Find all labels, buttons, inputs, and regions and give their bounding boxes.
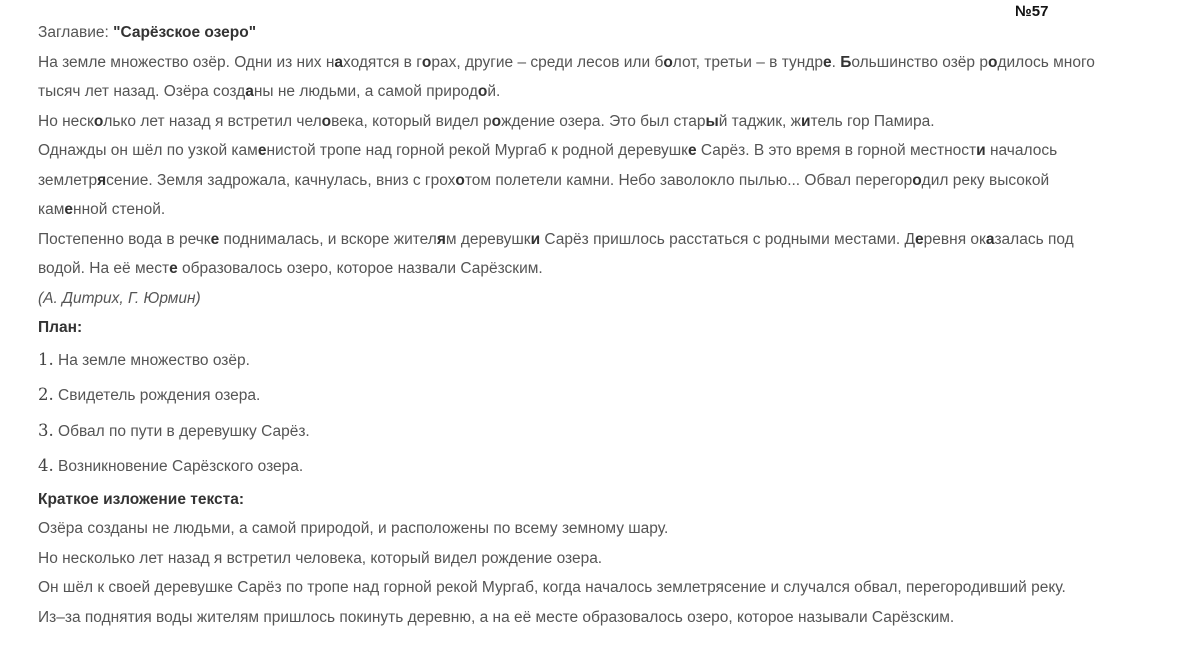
summary-text	[38, 514, 1168, 632]
text-segment: ревня ок	[923, 230, 986, 248]
plan-item-text: На земле множество озёр.	[53, 351, 250, 369]
story-text-line	[38, 225, 1168, 255]
plan-item-text: Возникновение Сарёзского озера.	[53, 458, 304, 475]
summary-line: Озёра созданы не людьми, а самой природой, и расположены по всему земному шару.	[38, 520, 669, 537]
highlighted-letter: е	[822, 53, 832, 71]
text-segment: лот, третьи – в тундр	[672, 53, 823, 71]
text-segment: Но неск	[38, 112, 94, 130]
highlighted-letter: е	[169, 260, 178, 277]
text-segment: рах, другие – среди лесов или б	[431, 53, 664, 71]
text-segment: й.	[487, 83, 501, 100]
summary-line: Но несколько лет назад я встретил человека, который видел рождение озера.	[38, 549, 603, 567]
text-segment: ны не людьми, а самой природ	[253, 83, 478, 100]
story-authors: (А. Дитрих, Г. Юрмин)	[38, 289, 201, 307]
story-text	[38, 48, 1168, 284]
highlighted-letter: о	[93, 112, 104, 130]
text-segment: началось	[985, 142, 1058, 159]
highlighted-letter: и	[530, 230, 541, 248]
text-segment: землетр	[38, 171, 98, 189]
highlighted-letter: а	[985, 230, 995, 248]
text-segment: образовалось озеро, которое назвали Сарёзским.	[177, 260, 543, 277]
plan-item	[38, 378, 1168, 414]
highlighted-letter: и	[976, 142, 986, 159]
text-segment: кам	[38, 201, 65, 218]
text-segment: нной стеной.	[73, 201, 166, 218]
plan-list	[38, 343, 1168, 485]
highlighted-letter: е	[64, 201, 74, 218]
text-segment: водой. На её мест	[38, 260, 170, 277]
text-segment: сение. Земля задрожала, качнулась, вниз с грох	[106, 171, 456, 189]
story-text-line	[38, 166, 1168, 196]
highlighted-letter: а	[245, 83, 254, 100]
text-segment: ходятся в г	[343, 53, 422, 71]
title-line	[38, 18, 1168, 48]
text-segment: лько лет назад я встретил чел	[103, 112, 322, 130]
highlighted-letter: а	[334, 53, 344, 71]
text-segment: века, который видел р	[331, 112, 492, 130]
story-text-line	[38, 254, 1168, 284]
page-number: №57	[1015, 3, 1049, 20]
plan-item-text: Обвал по пути в деревушку Сарёз.	[53, 422, 310, 440]
story-text-line	[38, 136, 1168, 166]
plan-item	[38, 343, 1168, 379]
text-segment: ольшинство озёр р	[851, 53, 988, 71]
text-segment: тель гор Памира.	[810, 112, 935, 130]
highlighted-letter: ы	[705, 112, 719, 130]
text-segment: поднималась, и вскоре жител	[219, 230, 437, 248]
text-segment: дил реку высокой	[921, 171, 1050, 189]
highlighted-letter: Б	[840, 53, 852, 71]
text-segment: На земле множество озёр. Одни из них н	[38, 53, 335, 71]
text-segment: Сарёз. В это время в горной местност	[696, 142, 977, 159]
highlighted-letter: о	[663, 53, 673, 71]
plan-item-number: 2.	[38, 385, 54, 404]
story-text-line	[38, 107, 1168, 137]
highlighted-letter: е	[915, 230, 924, 248]
plan-item	[38, 414, 1168, 450]
text-segment: й таджик, ж	[718, 112, 802, 130]
text-segment: том полетели камни. Небо заволокло пылью... Обвал перегор	[464, 171, 913, 189]
plan-heading: План:	[38, 319, 83, 336]
highlighted-letter: о	[491, 112, 502, 130]
text-segment: Однажды он шёл по узкой кам	[38, 142, 258, 159]
text-segment: .	[831, 53, 841, 71]
highlighted-letter: о	[455, 171, 465, 189]
text-segment: Сарёз пришлось расстаться с родными местами. Д	[540, 230, 916, 248]
story-text-line	[38, 195, 1168, 225]
text-segment: Постепенно вода в речк	[38, 230, 211, 248]
highlighted-letter: о	[987, 53, 998, 71]
story-text-line	[38, 48, 1168, 78]
story-text-line	[38, 77, 1168, 107]
highlighted-letter: е	[687, 142, 697, 159]
text-segment: ждение озера. Это был стар	[501, 112, 706, 130]
plan-item-number: 1.	[38, 349, 54, 369]
highlighted-letter: я	[436, 230, 446, 248]
text-segment: залась под	[994, 230, 1074, 248]
highlighted-letter: о	[912, 171, 922, 189]
text-segment: нистой тропе над горной рекой Мургаб к родной деревушк	[266, 142, 688, 159]
title-label: Заглавие:	[38, 24, 114, 41]
document-body	[38, 18, 1168, 632]
story-title: "Сарёзское озеро"	[113, 24, 257, 41]
summary-line: Он шёл к своей деревушке Сарёз по тропе над горной рекой Мургаб, когда началось землетрясение и случался обвал, перегородивший реку.	[38, 579, 1066, 596]
highlighted-letter: о	[421, 53, 432, 71]
text-segment: м деревушк	[445, 230, 531, 248]
text-segment: тысяч лет назад. Озёра созд	[38, 83, 246, 100]
highlighted-letter: и	[801, 112, 811, 130]
plan-item-text: Свидетель рождения озера.	[53, 387, 261, 404]
highlighted-letter: е	[257, 142, 267, 159]
highlighted-letter: о	[321, 112, 332, 130]
highlighted-letter: я	[97, 171, 107, 189]
highlighted-letter: о	[477, 83, 488, 100]
plan-item	[38, 449, 1168, 485]
plan-item-number: 3.	[38, 420, 54, 440]
plan-item-number: 4.	[38, 456, 54, 475]
highlighted-letter: е	[210, 230, 220, 248]
text-segment: дилось много	[997, 53, 1095, 71]
summary-line: Из–за поднятия воды жителям пришлось покинуть деревню, а на её месте образовалось озеро, которое называли Сарёзским.	[38, 608, 955, 626]
summary-heading: Краткое изложение текста:	[38, 490, 245, 508]
